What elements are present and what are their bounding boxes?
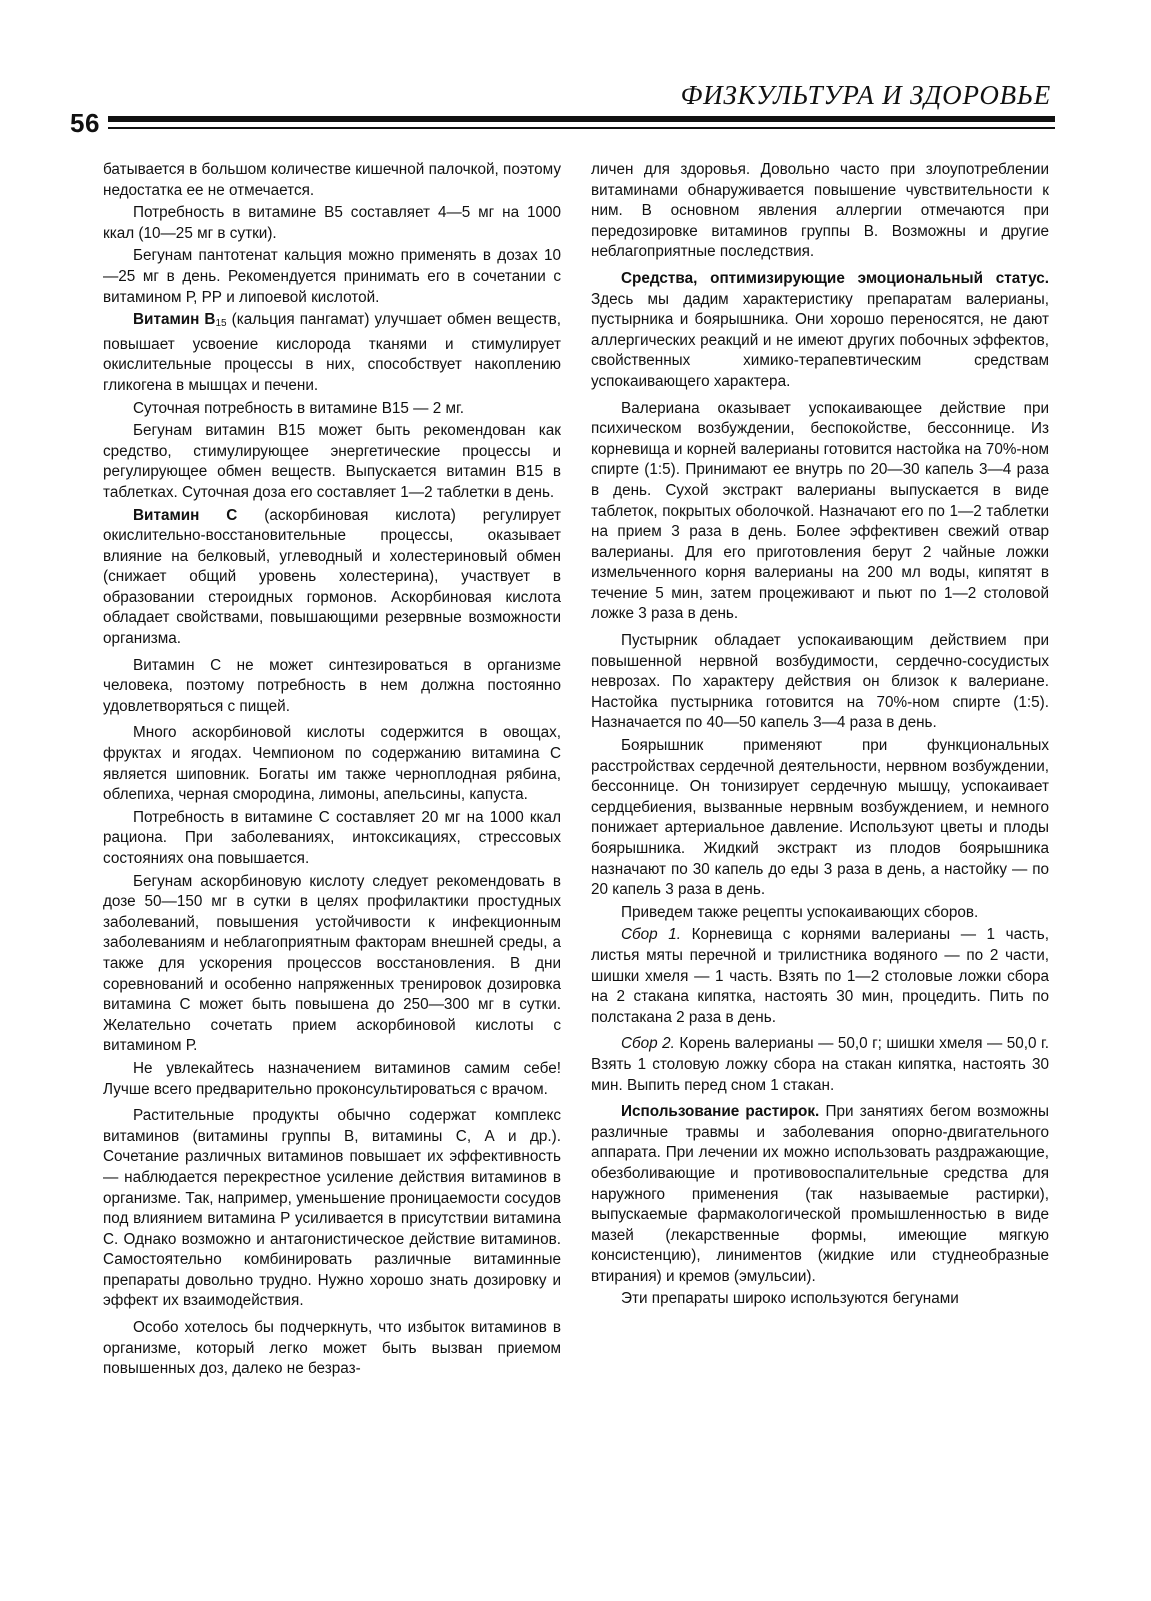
paragraph <box>591 1034 1049 1096</box>
recipe-2-label: Сбор 2. <box>621 1035 675 1053</box>
recipe-1-label: Сбор 1. <box>621 926 681 944</box>
header-rule-thin <box>108 127 1055 129</box>
paragraph: Бегунам витамин B15 может быть рекомендован как средство, стимулирующее энергетические процессы и регулирующее обмен веществ. Выпускается витамин B15 в таблетках. Суточная доза его составляет 1—2 таблетки в день. <box>103 422 561 501</box>
paragraph: Не увлекайтесь назначением витаминов самим себе! Лучше всего предварительно проконсультироваться с врачом. <box>103 1059 561 1098</box>
paragraph <box>103 310 561 396</box>
header-rule-thick <box>108 116 1055 122</box>
paragraph-text: Здесь мы дадим характеристику препаратам валерианы, пустырника и боярышника. Они хорошо переносятся, не дают аллергических реакций и не имеют других побочных эффектов, свойственных химико-терапевтическим средствам успокаивающего характера. <box>591 290 1049 390</box>
paragraph: Потребность в витамине С составляет 20 мг на 1000 ккал рациона. При заболеваниях, интоксикациях, стрессовых состояниях она повышается. <box>103 808 561 867</box>
vitamin-c-heading: Витамин С <box>133 506 238 524</box>
paragraph: Потребность в витамине B5 составляет 4—5 мг на 1000 ккал (10—25 мг в сутки). <box>103 204 561 242</box>
vitamin-b15-heading: Витамин B <box>133 311 216 329</box>
paragraph: Бегунам аскорбиновую кислоту следует рекомендовать в дозе 50—150 мг в сутки в целях профилактики простудных заболеваний, повышения устойчивости к инфекционным заболеваниям и неблагоприятным факторам внешней среды, а также для ускорения процессов восстановления. В дни соревнований и особенно напряженных тренировок дозировка витамина С может быть повышена до 250—300 мг в сутки. Желательно сочетать прием аскорбиновой кислоты с витамином Р. <box>103 872 561 1055</box>
paragraph-text: При занятиях бегом возможны различные травмы и заболевания опорно-двигательного аппарата. При лечении их можно использовать раздражающие, обезболивающие и противовоспалительные средства для наружного применения (так называемые растирки), выпускаемые фармакологической промышленностью в виде мазей (лекарственные формы, имеющие мягкую консистенцию), линиментов (жидкие или студнеобразные втирания) и кремов (эмульсии). <box>591 1103 1049 1285</box>
paragraph: Приведем также рецепты успокаивающих сборов. <box>621 903 979 921</box>
paragraph: Эти препараты широко используются бегунами <box>621 1290 959 1308</box>
paragraph: Много аскорбиновой кислоты содержится в овощах, фруктах и ягодах. Чемпионом по содержанию витамина С является шиповник. Богаты им также черноплодная рябина, облепиха, черная смородина, лимоны, апельсины, капуста. <box>103 724 561 804</box>
paragraph <box>591 925 1049 1028</box>
paragraph <box>103 506 561 650</box>
paragraph <box>591 1102 1049 1287</box>
paragraph-text: (кальция пангамат) улучшает обмен веществ, повышает усвоение кислорода тканями и стимулирует окислительные процессы в них, способствует накоплению гликогена в мышцах и печени. <box>103 311 561 394</box>
paragraph: Суточная потребность в витамине B15 — 2 мг. <box>133 399 464 417</box>
paragraph-text: Корень валерианы — 50,0 г; шишки хмеля — 50,0 г. Взять 1 столовую ложку сбора на стакан кипятка, настоять 30 мин. Выпить перед сном 1 стакан. <box>591 1035 1049 1094</box>
paragraph-text: Корневища с корнями валерианы — 1 часть, листья мяты перечной и трилистника водяного — по 2 части, шишки хмеля — 1 часть. Взять по 1—2 столовые ложки сбора на 2 стакана кипятка, настоять 30 мин, процедить. Пить по полстакана 2 раза в день. <box>591 926 1049 1026</box>
paragraph: Пустырник обладает успокаивающим действием при повышенной нервной возбудимости, сердечно-сосудистых неврозах. По характеру действия он близок к валериане. Настойка пустырника готовится на 70%-ном спирте (1:5). Назначается по 40—50 капель 3—4 раза в день. <box>591 632 1049 732</box>
paragraph: Растительные продукты обычно содержат комплекс витаминов (витамины группы B, витамины С, А и др.). Сочетание различных витаминов повышает их эффективность — наблюдается перекрестное усиление действия витаминов в организме. Так, например, уменьшение проницаемости сосудов под влиянием витамина Р усиливается в присутствии витамина С. Однако возможно и антагонистическое действие витаминов. Самостоятельно комбинировать различные витаминные препараты довольно трудно. Нужно хорошо знать дозировку и эффект их взаимодействия. <box>103 1107 561 1310</box>
paragraph: Бегунам пантотенат кальция можно применять в дозах 10—25 мг в день. Рекомендуется принимать его в сочетании с витамином Р, РР и липоевой кислотой. <box>103 247 561 306</box>
paragraph <box>591 269 1049 393</box>
page-number: 56 <box>70 108 100 138</box>
paragraph: личен для здоровья. Довольно часто при злоупотреблении витаминами обнаруживается повышение чувствительности к ним. В основном явления аллергии отмечаются при передозировке витаминов группы B. Возможны и другие неблагоприятные последствия. <box>591 161 1049 261</box>
right-column <box>591 160 1049 1312</box>
paragraph: Особо хотелось бы подчеркнуть, что избыток витаминов в организме, который легко может быть вызван приемом повышенных доз, далеко не безраз- <box>103 1319 561 1378</box>
running-title: ФИЗКУЛЬТУРА И ЗДОРОВЬЕ <box>680 80 1051 110</box>
paragraph: Боярышник применяют при функциональных расстройствах сердечной деятельности, нервном возбуждении, бессоннице. Он тонизирует сердечную мышцу, успокаивает сердцебиения, вызванные нервным возбуждением, и немного понижает артериальное давление. Используют цветы и плоды боярышника. Жидкий экстракт из плодов боярышника назначают по 30 капель до еды 3 раза в день, а настойку — по 20 капель 3 раза в день. <box>591 737 1049 899</box>
paragraph: Валериана оказывает успокаивающее действие при психическом возбуждении, беспокойстве, бессоннице. Из корневища и корней валерианы готовится настойка на 70%-ном спирте (1:5). Принимают ее внутрь по 20—30 капель 3—4 раза в день. Сухой экстракт валерианы выпускается в виде таблеток, покрытых оболочкой. Назначают его по 1—2 таблетки на прием 3 раза в день. Более эффективен свежий отвар валерианы. Для его приготовления берут 2 чайные ложки измельченного корня валерианы на 200 мл воды, кипятят в течение 5 мин, затем процеживают и пьют по 1—2 столовой ложке 3 раза в день. <box>591 399 1049 623</box>
subscript: 15 <box>215 318 227 330</box>
paragraph-text: (аскорбиновая кислота) регулирует окислительно-восстановительные процессы, оказывает влияние на белковый, углеводный и холестериновый обмен (снижает общий уровень холестерина), участвует в образовании стероидных гормонов. Аскорбиновая кислота обладает свойствами, повышающими резервные возможности организма. <box>103 506 561 648</box>
emotional-status-heading: Средства, оптимизирующие эмоциональный статус. <box>621 269 1049 287</box>
paragraph: батывается в большом количестве кишечной палочкой, поэтому недостатка ее не отмечается. <box>103 161 561 199</box>
left-column <box>103 160 561 1382</box>
paragraph: Витамин С не может синтезироваться в организме человека, поэтому потребность в нем должна постоянно удовлетворяться с пищей. <box>103 656 561 715</box>
rubs-heading: Использование растирок. <box>621 1103 820 1121</box>
